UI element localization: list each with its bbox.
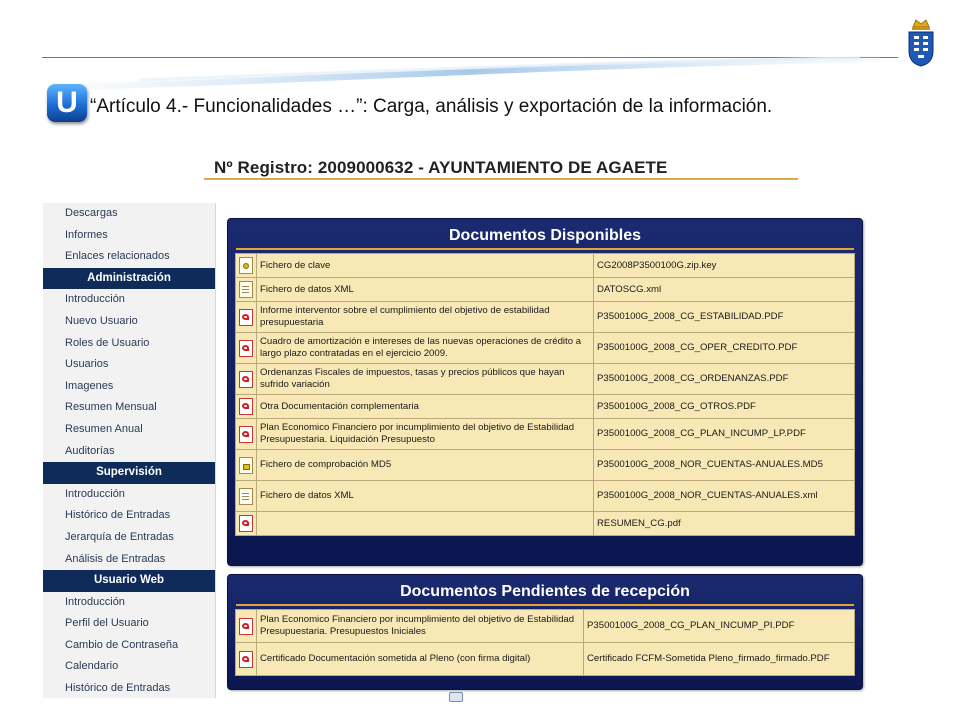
sidebar-section-header: Usuario Web <box>43 570 215 592</box>
document-file-link[interactable]: P3500100G_2008_NOR_CUENTAS-ANUALES.MD5 <box>594 450 855 481</box>
document-row <box>236 395 855 419</box>
page-indicator-icon <box>449 692 463 702</box>
pdf-icon[interactable] <box>239 618 253 635</box>
sidebar-item[interactable]: Nuevo Usuario <box>65 314 138 327</box>
document-icon[interactable] <box>239 281 253 298</box>
document-row <box>236 364 855 395</box>
document-file-link[interactable]: RESUMEN_CG.pdf <box>594 512 855 536</box>
document-icon[interactable] <box>239 488 253 505</box>
document-file-link[interactable]: DATOSCG.xml <box>594 278 855 302</box>
document-icon-cell <box>236 610 257 643</box>
document-description: Cuadro de amortización e intereses de las nuevas operaciones de crédito a largo plazo contratadas en el ejercicio 2009. <box>257 333 594 364</box>
sidebar-item[interactable]: Análisis de Entradas <box>65 552 166 565</box>
document-description: Certificado Documentación sometida al Pleno (con firma digital) <box>257 643 584 676</box>
sidebar-section-header: Supervisión <box>43 462 215 484</box>
document-file-link[interactable]: CG2008P3500100G.zip.key <box>594 254 855 278</box>
document-description: Ordenanzas Fiscales de impuestos, tasas y precios públicos que hayan sufrido variación <box>257 364 594 395</box>
document-icon-cell <box>236 419 257 450</box>
app-logo-icon: U <box>47 84 87 122</box>
pending-documents-panel <box>227 574 863 690</box>
document-row <box>236 419 855 450</box>
lock-icon[interactable] <box>239 457 253 474</box>
document-file-link[interactable]: P3500100G_2008_CG_PLAN_INCUMP_LP.PDF <box>594 419 855 450</box>
document-file-link[interactable]: P3500100G_2008_CG_OTROS.PDF <box>594 395 855 419</box>
sidebar-item[interactable]: Perfil del Usuario <box>65 617 149 630</box>
document-icon-cell <box>236 278 257 302</box>
available-documents-title: Documentos Disponibles <box>448 227 642 244</box>
sidebar-item[interactable]: Descargas <box>65 207 118 219</box>
pdf-icon[interactable] <box>239 309 253 326</box>
pdf-icon[interactable] <box>239 398 253 415</box>
document-row <box>236 450 855 481</box>
available-documents-panel <box>227 218 863 566</box>
sidebar-item[interactable]: Histórico de Entradas <box>65 682 171 695</box>
document-file-link[interactable]: P3500100G_2008_CG_OPER_CREDITO.PDF <box>594 333 855 364</box>
document-icon-cell <box>236 302 257 333</box>
sidebar-section-header: Administración <box>43 268 215 290</box>
sidebar-item[interactable]: Histórico de Entradas <box>65 509 171 522</box>
sidebar-item[interactable]: Usuarios <box>65 358 109 371</box>
document-icon-cell <box>236 364 257 395</box>
document-row <box>236 643 855 676</box>
document-icon-cell <box>236 643 257 676</box>
document-description: Otra Documentación complementaria <box>257 395 594 419</box>
document-file-link[interactable]: P3500100G_2008_CG_PLAN_INCUMP_PI.PDF <box>584 610 855 643</box>
sidebar-item[interactable]: Resumen Anual <box>65 422 143 435</box>
sidebar-menu <box>43 203 216 698</box>
sidebar-item[interactable]: Cambio de Contraseña <box>65 638 179 651</box>
slide-title: “Artículo 4.- Funcionalidades …”: Carga, análisis y exportación de la información. <box>90 96 773 117</box>
document-row <box>236 254 855 278</box>
pending-documents-table <box>235 609 855 676</box>
document-file-link[interactable]: P3500100G_2008_CG_ESTABILIDAD.PDF <box>594 302 855 333</box>
document-description: Fichero de datos XML <box>257 278 594 302</box>
document-icon-cell <box>236 512 257 536</box>
pending-documents-header <box>228 575 862 609</box>
pending-documents-title: Documentos Pendientes de recepción <box>400 583 690 600</box>
document-row <box>236 481 855 512</box>
header-swoosh <box>60 50 880 100</box>
sidebar-item[interactable]: Introducción <box>65 293 125 306</box>
document-description: Fichero de datos XML <box>257 481 594 512</box>
sidebar-item[interactable]: Roles de Usuario <box>65 336 150 349</box>
registry-title: Nº Registro: 2009000632 - AYUNTAMIENTO DE AGAETE <box>214 158 668 177</box>
sidebar-item[interactable]: Calendario <box>65 660 119 673</box>
sidebar-item[interactable]: Introducción <box>65 595 125 608</box>
pdf-icon[interactable] <box>239 340 253 357</box>
sidebar-item[interactable]: Enlaces relacionados <box>65 250 170 263</box>
document-icon-cell <box>236 481 257 512</box>
pdf-icon[interactable] <box>239 426 253 443</box>
document-icon-cell <box>236 395 257 419</box>
sidebar-item[interactable]: Imagenes <box>65 379 114 392</box>
sidebar-item[interactable]: Informes <box>65 228 108 241</box>
pdf-icon[interactable] <box>239 515 253 532</box>
document-file-link[interactable]: P3500100G_2008_NOR_CUENTAS-ANUALES.xml <box>594 481 855 512</box>
available-documents-table <box>235 253 855 536</box>
document-description: Informe interventor sobre el cumplimiento del objetivo de estabilidad presupuestaria <box>257 302 594 333</box>
document-row <box>236 512 855 536</box>
key-icon[interactable] <box>239 257 253 274</box>
sidebar-item[interactable]: Resumen Mensual <box>65 401 157 414</box>
document-row <box>236 302 855 333</box>
document-row <box>236 610 855 643</box>
document-icon-cell <box>236 254 257 278</box>
registry-underline <box>204 178 798 180</box>
document-icon-cell <box>236 333 257 364</box>
document-row <box>236 333 855 364</box>
document-file-link[interactable]: P3500100G_2008_CG_ORDENANZAS.PDF <box>594 364 855 395</box>
document-description: Fichero de comprobación MD5 <box>257 450 594 481</box>
document-row <box>236 278 855 302</box>
document-file-link[interactable]: Certificado FCFM-Sometida Pleno_firmado_firmado.PDF <box>584 643 855 676</box>
document-description: Plan Economico Financiero por incumplimiento del objetivo de Estabilidad Presupuestaria. Liquidación Presupuesto <box>257 419 594 450</box>
sidebar-item[interactable]: Introducción <box>65 487 125 500</box>
sidebar-item[interactable]: Jerarquía de Entradas <box>65 530 174 543</box>
document-description <box>257 512 594 536</box>
sidebar-item[interactable]: Auditorías <box>65 444 115 457</box>
available-documents-header <box>228 219 862 253</box>
document-description: Fichero de clave <box>257 254 594 278</box>
document-icon-cell <box>236 450 257 481</box>
coat-of-arms-icon <box>904 17 938 67</box>
pdf-icon[interactable] <box>239 651 253 668</box>
pdf-icon[interactable] <box>239 371 253 388</box>
document-description: Plan Economico Financiero por incumplimiento del objetivo de Estabilidad Presupuestaria. Presupuestos Iniciales <box>257 610 584 643</box>
